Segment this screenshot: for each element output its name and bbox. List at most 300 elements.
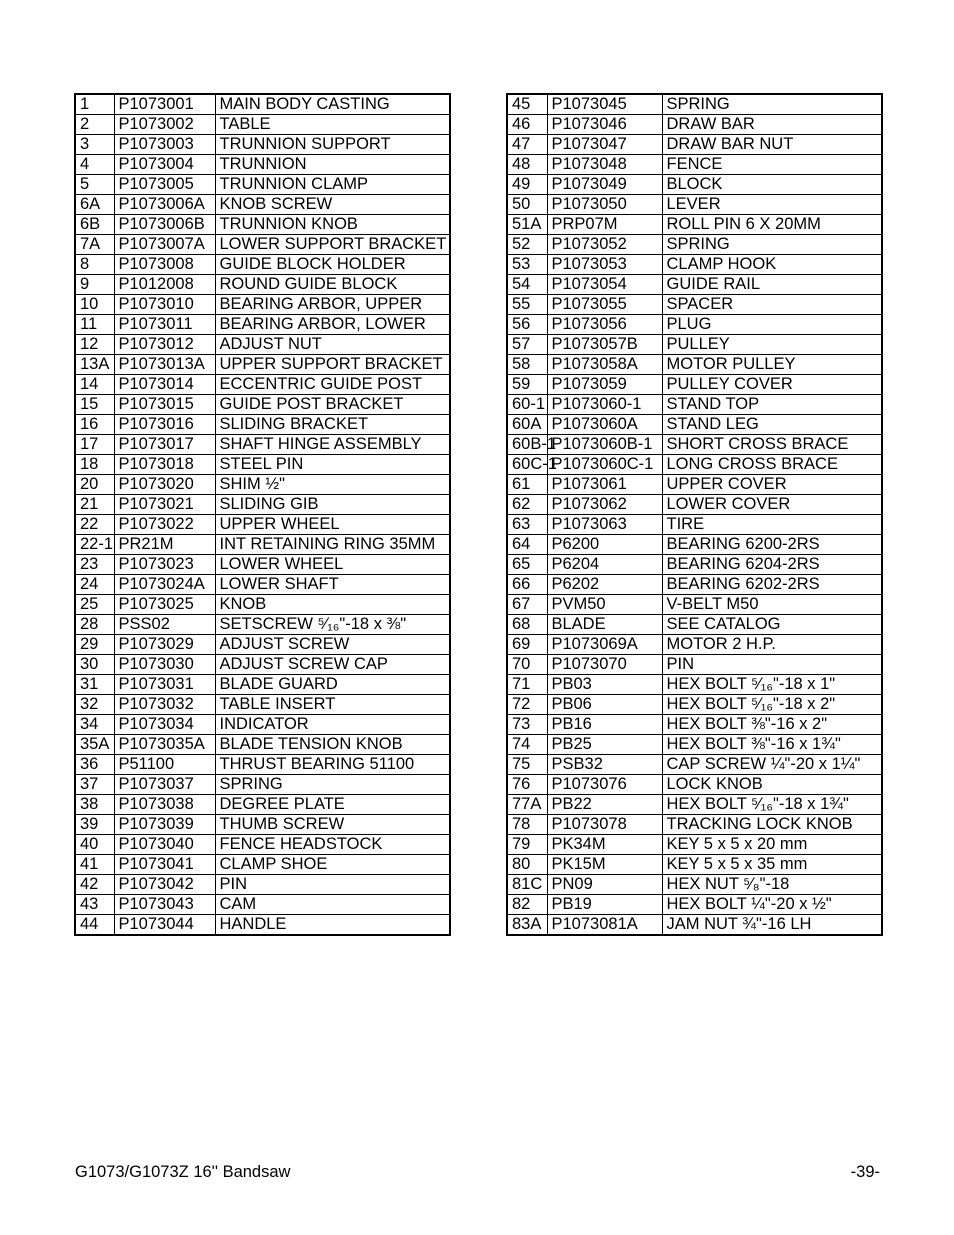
description-cell: STAND TOP bbox=[662, 395, 882, 415]
part-number-cell: P1073008 bbox=[114, 255, 215, 275]
description-cell: KNOB SCREW bbox=[215, 195, 450, 215]
table-row bbox=[75, 675, 450, 695]
description-cell: HEX BOLT ⁵⁄₁₆"-18 x 1¾" bbox=[662, 795, 882, 815]
part-number-cell: P1073047 bbox=[547, 135, 662, 155]
description-cell: DEGREE PLATE bbox=[215, 795, 450, 815]
description-cell: BEARING ARBOR, UPPER bbox=[215, 295, 450, 315]
ref-number-cell: 55 bbox=[507, 295, 547, 315]
part-number-cell: P1073001 bbox=[114, 94, 215, 115]
description-cell: LONG CROSS BRACE bbox=[662, 455, 882, 475]
ref-number-cell: 81C bbox=[507, 875, 547, 895]
ref-number-cell: 37 bbox=[75, 775, 114, 795]
description-cell: FENCE bbox=[662, 155, 882, 175]
table-row bbox=[507, 355, 882, 375]
description-cell: SHORT CROSS BRACE bbox=[662, 435, 882, 455]
ref-number-cell: 25 bbox=[75, 595, 114, 615]
part-number-cell: P1073061 bbox=[547, 475, 662, 495]
ref-number-cell: 13A bbox=[75, 355, 114, 375]
table-row bbox=[507, 275, 882, 295]
description-cell: PLUG bbox=[662, 315, 882, 335]
part-number-cell: P1073042 bbox=[114, 875, 215, 895]
table-row bbox=[75, 355, 450, 375]
ref-number-cell: 15 bbox=[75, 395, 114, 415]
table-row bbox=[75, 875, 450, 895]
description-cell: LOWER SUPPORT BRACKET bbox=[215, 235, 450, 255]
part-number-cell: P1073038 bbox=[114, 795, 215, 815]
description-cell: JAM NUT ¾"-16 LH bbox=[662, 915, 882, 936]
part-number-cell: P1073012 bbox=[114, 335, 215, 355]
description-cell: BLADE GUARD bbox=[215, 675, 450, 695]
table-row bbox=[507, 94, 882, 115]
part-number-cell: PR21M bbox=[114, 535, 215, 555]
part-number-cell: P1073060-1 bbox=[547, 395, 662, 415]
table-row bbox=[507, 315, 882, 335]
table-row bbox=[75, 175, 450, 195]
table-row bbox=[75, 755, 450, 775]
ref-number-cell: 52 bbox=[507, 235, 547, 255]
description-cell: CAP SCREW ¼"-20 x 1¼" bbox=[662, 755, 882, 775]
ref-number-cell: 78 bbox=[507, 815, 547, 835]
part-number-cell: PB16 bbox=[547, 715, 662, 735]
part-number-cell: P1073069A bbox=[547, 635, 662, 655]
part-number-cell: P1073004 bbox=[114, 155, 215, 175]
part-number-cell: P1073059 bbox=[547, 375, 662, 395]
part-number-cell: PVM50 bbox=[547, 595, 662, 615]
ref-number-cell: 56 bbox=[507, 315, 547, 335]
table-row bbox=[75, 255, 450, 275]
part-number-cell: P1073060A bbox=[547, 415, 662, 435]
ref-number-cell: 8 bbox=[75, 255, 114, 275]
part-number-cell: P6204 bbox=[547, 555, 662, 575]
part-number-cell: P1073034 bbox=[114, 715, 215, 735]
table-row bbox=[75, 115, 450, 135]
parts-table-right bbox=[506, 93, 883, 936]
description-cell: TABLE INSERT bbox=[215, 695, 450, 715]
ref-number-cell: 76 bbox=[507, 775, 547, 795]
description-cell: MOTOR PULLEY bbox=[662, 355, 882, 375]
table-row bbox=[507, 755, 882, 775]
description-cell: STAND LEG bbox=[662, 415, 882, 435]
description-cell: UPPER COVER bbox=[662, 475, 882, 495]
ref-number-cell: 3 bbox=[75, 135, 114, 155]
description-cell: KEY 5 x 5 x 35 mm bbox=[662, 855, 882, 875]
table-row bbox=[507, 575, 882, 595]
description-cell: ADJUST NUT bbox=[215, 335, 450, 355]
description-cell: LOCK KNOB bbox=[662, 775, 882, 795]
description-cell: PULLEY bbox=[662, 335, 882, 355]
ref-number-cell: 62 bbox=[507, 495, 547, 515]
table-row bbox=[507, 815, 882, 835]
table-row bbox=[507, 715, 882, 735]
ref-number-cell: 67 bbox=[507, 595, 547, 615]
description-cell: INDICATOR bbox=[215, 715, 450, 735]
part-number-cell: P1073025 bbox=[114, 595, 215, 615]
ref-number-cell: 46 bbox=[507, 115, 547, 135]
table-row bbox=[507, 655, 882, 675]
part-number-cell: P6202 bbox=[547, 575, 662, 595]
description-cell: HEX NUT ⁵⁄₈"-18 bbox=[662, 875, 882, 895]
table-row bbox=[507, 895, 882, 915]
table-row bbox=[507, 475, 882, 495]
table-row bbox=[75, 535, 450, 555]
description-cell: LOWER WHEEL bbox=[215, 555, 450, 575]
part-number-cell: P1073040 bbox=[114, 835, 215, 855]
description-cell: ADJUST SCREW bbox=[215, 635, 450, 655]
description-cell: GUIDE BLOCK HOLDER bbox=[215, 255, 450, 275]
part-number-cell: P1012008 bbox=[114, 275, 215, 295]
ref-number-cell: 17 bbox=[75, 435, 114, 455]
ref-number-cell: 48 bbox=[507, 155, 547, 175]
ref-number-cell: 31 bbox=[75, 675, 114, 695]
part-number-cell: P1073063 bbox=[547, 515, 662, 535]
ref-number-cell: 51A bbox=[507, 215, 547, 235]
description-cell: SETSCREW ⁵⁄₁₆"-18 x ⅜" bbox=[215, 615, 450, 635]
description-cell: STEEL PIN bbox=[215, 455, 450, 475]
part-number-cell: P1073002 bbox=[114, 115, 215, 135]
description-cell: SPRING bbox=[662, 94, 882, 115]
ref-number-cell: 7A bbox=[75, 235, 114, 255]
ref-number-cell: 44 bbox=[75, 915, 114, 936]
description-cell: HEX BOLT ⁵⁄₁₆"-18 x 1" bbox=[662, 675, 882, 695]
page-number: -39- bbox=[850, 1163, 880, 1181]
part-number-cell: PN09 bbox=[547, 875, 662, 895]
description-cell: SLIDING BRACKET bbox=[215, 415, 450, 435]
description-cell: SPACER bbox=[662, 295, 882, 315]
table-row bbox=[75, 595, 450, 615]
description-cell: PULLEY COVER bbox=[662, 375, 882, 395]
ref-number-cell: 11 bbox=[75, 315, 114, 335]
table-row bbox=[507, 375, 882, 395]
ref-number-cell: 9 bbox=[75, 275, 114, 295]
table-row bbox=[75, 815, 450, 835]
ref-number-cell: 21 bbox=[75, 495, 114, 515]
table-row bbox=[507, 695, 882, 715]
table-row bbox=[75, 835, 450, 855]
part-number-cell: P1073017 bbox=[114, 435, 215, 455]
description-cell: TRUNNION CLAMP bbox=[215, 175, 450, 195]
table-row bbox=[75, 555, 450, 575]
table-row bbox=[507, 255, 882, 275]
ref-number-cell: 36 bbox=[75, 755, 114, 775]
part-number-cell: P1073007A bbox=[114, 235, 215, 255]
description-cell: BEARING 6202-2RS bbox=[662, 575, 882, 595]
part-number-cell: P1073024A bbox=[114, 575, 215, 595]
part-number-cell: P1073016 bbox=[114, 415, 215, 435]
table-row bbox=[75, 795, 450, 815]
part-number-cell: P1073035A bbox=[114, 735, 215, 755]
ref-number-cell: 10 bbox=[75, 295, 114, 315]
description-cell: TRUNNION KNOB bbox=[215, 215, 450, 235]
table-row bbox=[75, 735, 450, 755]
ref-number-cell: 54 bbox=[507, 275, 547, 295]
description-cell: TRUNNION SUPPORT bbox=[215, 135, 450, 155]
ref-number-cell: 28 bbox=[75, 615, 114, 635]
part-number-cell: P1073070 bbox=[547, 655, 662, 675]
ref-number-cell: 83A bbox=[507, 915, 547, 936]
part-number-cell: P1073023 bbox=[114, 555, 215, 575]
description-cell: CLAMP HOOK bbox=[662, 255, 882, 275]
ref-number-cell: 35A bbox=[75, 735, 114, 755]
part-number-cell: PB03 bbox=[547, 675, 662, 695]
table-row bbox=[75, 275, 450, 295]
table-row bbox=[507, 875, 882, 895]
description-cell: BEARING 6200-2RS bbox=[662, 535, 882, 555]
table-row bbox=[75, 455, 450, 475]
description-cell: BLOCK bbox=[662, 175, 882, 195]
part-number-cell: P1073078 bbox=[547, 815, 662, 835]
description-cell: CAM bbox=[215, 895, 450, 915]
table-row bbox=[507, 335, 882, 355]
table-row bbox=[507, 235, 882, 255]
description-cell: HEX BOLT ⅜"-16 x 1¾" bbox=[662, 735, 882, 755]
table-row bbox=[507, 595, 882, 615]
description-cell: MAIN BODY CASTING bbox=[215, 94, 450, 115]
description-cell: ADJUST SCREW CAP bbox=[215, 655, 450, 675]
part-number-cell: P1073054 bbox=[547, 275, 662, 295]
part-number-cell: PB25 bbox=[547, 735, 662, 755]
table-row bbox=[507, 215, 882, 235]
description-cell: KEY 5 x 5 x 20 mm bbox=[662, 835, 882, 855]
table-row bbox=[75, 155, 450, 175]
table-row bbox=[507, 835, 882, 855]
description-cell: ROLL PIN 6 X 20MM bbox=[662, 215, 882, 235]
ref-number-cell: 4 bbox=[75, 155, 114, 175]
table-row bbox=[507, 535, 882, 555]
part-number-cell: P1073081A bbox=[547, 915, 662, 936]
ref-number-cell: 70 bbox=[507, 655, 547, 675]
ref-number-cell: 29 bbox=[75, 635, 114, 655]
table-row bbox=[75, 495, 450, 515]
ref-number-cell: 65 bbox=[507, 555, 547, 575]
part-number-cell: P1073052 bbox=[547, 235, 662, 255]
part-number-cell: P1073055 bbox=[547, 295, 662, 315]
table-row bbox=[75, 435, 450, 455]
description-cell: CLAMP SHOE bbox=[215, 855, 450, 875]
ref-number-cell: 82 bbox=[507, 895, 547, 915]
table-row bbox=[75, 315, 450, 335]
ref-number-cell: 2 bbox=[75, 115, 114, 135]
part-number-cell: P1073037 bbox=[114, 775, 215, 795]
part-number-cell: P1073049 bbox=[547, 175, 662, 195]
ref-number-cell: 71 bbox=[507, 675, 547, 695]
table-row bbox=[507, 495, 882, 515]
footer-title: G1073/G1073Z 16'' Bandsaw bbox=[75, 1163, 291, 1181]
part-number-cell: P1073011 bbox=[114, 315, 215, 335]
part-number-cell: P1073039 bbox=[114, 815, 215, 835]
part-number-cell: P51100 bbox=[114, 755, 215, 775]
description-cell: GUIDE RAIL bbox=[662, 275, 882, 295]
table-row bbox=[75, 615, 450, 635]
description-cell: SLIDING GIB bbox=[215, 495, 450, 515]
part-number-cell: P1073029 bbox=[114, 635, 215, 655]
part-number-cell: P1073041 bbox=[114, 855, 215, 875]
part-number-cell: PB19 bbox=[547, 895, 662, 915]
part-number-cell: PK34M bbox=[547, 835, 662, 855]
ref-number-cell: 53 bbox=[507, 255, 547, 275]
table-row bbox=[507, 795, 882, 815]
description-cell: THRUST BEARING 51100 bbox=[215, 755, 450, 775]
ref-number-cell: 75 bbox=[507, 755, 547, 775]
description-cell: ROUND GUIDE BLOCK bbox=[215, 275, 450, 295]
table-row bbox=[507, 615, 882, 635]
ref-number-cell: 77A bbox=[507, 795, 547, 815]
description-cell: THUMB SCREW bbox=[215, 815, 450, 835]
part-number-cell: P1073043 bbox=[114, 895, 215, 915]
description-cell: MOTOR 2 H.P. bbox=[662, 635, 882, 655]
part-number-cell: P1073046 bbox=[547, 115, 662, 135]
part-number-cell: P1073014 bbox=[114, 375, 215, 395]
ref-number-cell: 58 bbox=[507, 355, 547, 375]
ref-number-cell: 6B bbox=[75, 215, 114, 235]
part-number-cell: P1073005 bbox=[114, 175, 215, 195]
table-row bbox=[507, 915, 882, 936]
ref-number-cell: 60B-1 bbox=[507, 435, 547, 455]
part-number-cell: P1073015 bbox=[114, 395, 215, 415]
description-cell: DRAW BAR NUT bbox=[662, 135, 882, 155]
ref-number-cell: 68 bbox=[507, 615, 547, 635]
ref-number-cell: 59 bbox=[507, 375, 547, 395]
part-number-cell: P1073076 bbox=[547, 775, 662, 795]
description-cell: LEVER bbox=[662, 195, 882, 215]
ref-number-cell: 57 bbox=[507, 335, 547, 355]
ref-number-cell: 45 bbox=[507, 94, 547, 115]
table-row bbox=[75, 915, 450, 936]
description-cell: SPRING bbox=[662, 235, 882, 255]
ref-number-cell: 72 bbox=[507, 695, 547, 715]
table-row bbox=[507, 775, 882, 795]
table-row bbox=[507, 415, 882, 435]
ref-number-cell: 6A bbox=[75, 195, 114, 215]
table-row bbox=[507, 635, 882, 655]
table-row bbox=[75, 235, 450, 255]
ref-number-cell: 61 bbox=[507, 475, 547, 495]
part-number-cell: P1073050 bbox=[547, 195, 662, 215]
part-number-cell: PB06 bbox=[547, 695, 662, 715]
ref-number-cell: 60C-1 bbox=[507, 455, 547, 475]
ref-number-cell: 30 bbox=[75, 655, 114, 675]
table-row bbox=[507, 515, 882, 535]
table-row bbox=[507, 135, 882, 155]
table-row bbox=[75, 415, 450, 435]
description-cell: TABLE bbox=[215, 115, 450, 135]
table-row bbox=[75, 375, 450, 395]
table-row bbox=[507, 155, 882, 175]
part-number-cell: P1073056 bbox=[547, 315, 662, 335]
ref-number-cell: 42 bbox=[75, 875, 114, 895]
part-number-cell: P1073006A bbox=[114, 195, 215, 215]
ref-number-cell: 34 bbox=[75, 715, 114, 735]
description-cell: DRAW BAR bbox=[662, 115, 882, 135]
ref-number-cell: 12 bbox=[75, 335, 114, 355]
part-number-cell: P1073006B bbox=[114, 215, 215, 235]
description-cell: V-BELT M50 bbox=[662, 595, 882, 615]
part-number-cell: P1073021 bbox=[114, 495, 215, 515]
ref-number-cell: 69 bbox=[507, 635, 547, 655]
table-row bbox=[75, 775, 450, 795]
description-cell: HANDLE bbox=[215, 915, 450, 936]
table-row bbox=[75, 695, 450, 715]
part-number-cell: BLADE bbox=[547, 615, 662, 635]
ref-number-cell: 60-1 bbox=[507, 395, 547, 415]
part-number-cell: P1073044 bbox=[114, 915, 215, 936]
part-number-cell: PRP07M bbox=[547, 215, 662, 235]
table-row bbox=[75, 135, 450, 155]
description-cell: UPPER WHEEL bbox=[215, 515, 450, 535]
description-cell: HEX BOLT ⅜"-16 x 2" bbox=[662, 715, 882, 735]
ref-number-cell: 41 bbox=[75, 855, 114, 875]
ref-number-cell: 14 bbox=[75, 375, 114, 395]
table-row bbox=[507, 435, 882, 455]
table-row bbox=[507, 295, 882, 315]
ref-number-cell: 39 bbox=[75, 815, 114, 835]
description-cell: FENCE HEADSTOCK bbox=[215, 835, 450, 855]
table-row bbox=[507, 555, 882, 575]
ref-number-cell: 1 bbox=[75, 94, 114, 115]
part-number-cell: P1073048 bbox=[547, 155, 662, 175]
table-row bbox=[507, 675, 882, 695]
part-number-cell: PSS02 bbox=[114, 615, 215, 635]
table-row bbox=[75, 895, 450, 915]
ref-number-cell: 5 bbox=[75, 175, 114, 195]
description-cell: LOWER SHAFT bbox=[215, 575, 450, 595]
part-number-cell: P1073022 bbox=[114, 515, 215, 535]
description-cell: SEE CATALOG bbox=[662, 615, 882, 635]
ref-number-cell: 66 bbox=[507, 575, 547, 595]
ref-number-cell: 43 bbox=[75, 895, 114, 915]
ref-number-cell: 24 bbox=[75, 575, 114, 595]
ref-number-cell: 18 bbox=[75, 455, 114, 475]
table-row bbox=[507, 455, 882, 475]
description-cell: SHIM ½" bbox=[215, 475, 450, 495]
table-row bbox=[507, 195, 882, 215]
part-number-cell: P1073057B bbox=[547, 335, 662, 355]
table-row bbox=[75, 475, 450, 495]
ref-number-cell: 20 bbox=[75, 475, 114, 495]
ref-number-cell: 79 bbox=[507, 835, 547, 855]
description-cell: TRACKING LOCK KNOB bbox=[662, 815, 882, 835]
table-row bbox=[75, 335, 450, 355]
description-cell: HEX BOLT ⁵⁄₁₆"-18 x 2" bbox=[662, 695, 882, 715]
table-row bbox=[75, 655, 450, 675]
ref-number-cell: 40 bbox=[75, 835, 114, 855]
table-row bbox=[75, 295, 450, 315]
table-row bbox=[75, 215, 450, 235]
description-cell: ECCENTRIC GUIDE POST bbox=[215, 375, 450, 395]
description-cell: LOWER COVER bbox=[662, 495, 882, 515]
description-cell: PIN bbox=[662, 655, 882, 675]
part-number-cell: P1073053 bbox=[547, 255, 662, 275]
table-row bbox=[75, 635, 450, 655]
table-row bbox=[507, 115, 882, 135]
ref-number-cell: 63 bbox=[507, 515, 547, 535]
part-number-cell: P1073060B-1 bbox=[547, 435, 662, 455]
part-number-cell: P1073060C-1 bbox=[547, 455, 662, 475]
part-number-cell: P1073018 bbox=[114, 455, 215, 475]
part-number-cell: P1073045 bbox=[547, 94, 662, 115]
description-cell: BEARING 6204-2RS bbox=[662, 555, 882, 575]
ref-number-cell: 74 bbox=[507, 735, 547, 755]
table-row bbox=[75, 855, 450, 875]
part-number-cell: P1073010 bbox=[114, 295, 215, 315]
part-number-cell: PB22 bbox=[547, 795, 662, 815]
part-number-cell: P1073020 bbox=[114, 475, 215, 495]
table-row bbox=[75, 94, 450, 115]
description-cell: TRUNNION bbox=[215, 155, 450, 175]
ref-number-cell: 38 bbox=[75, 795, 114, 815]
description-cell: GUIDE POST BRACKET bbox=[215, 395, 450, 415]
part-number-cell: P1073030 bbox=[114, 655, 215, 675]
table-row bbox=[75, 515, 450, 535]
